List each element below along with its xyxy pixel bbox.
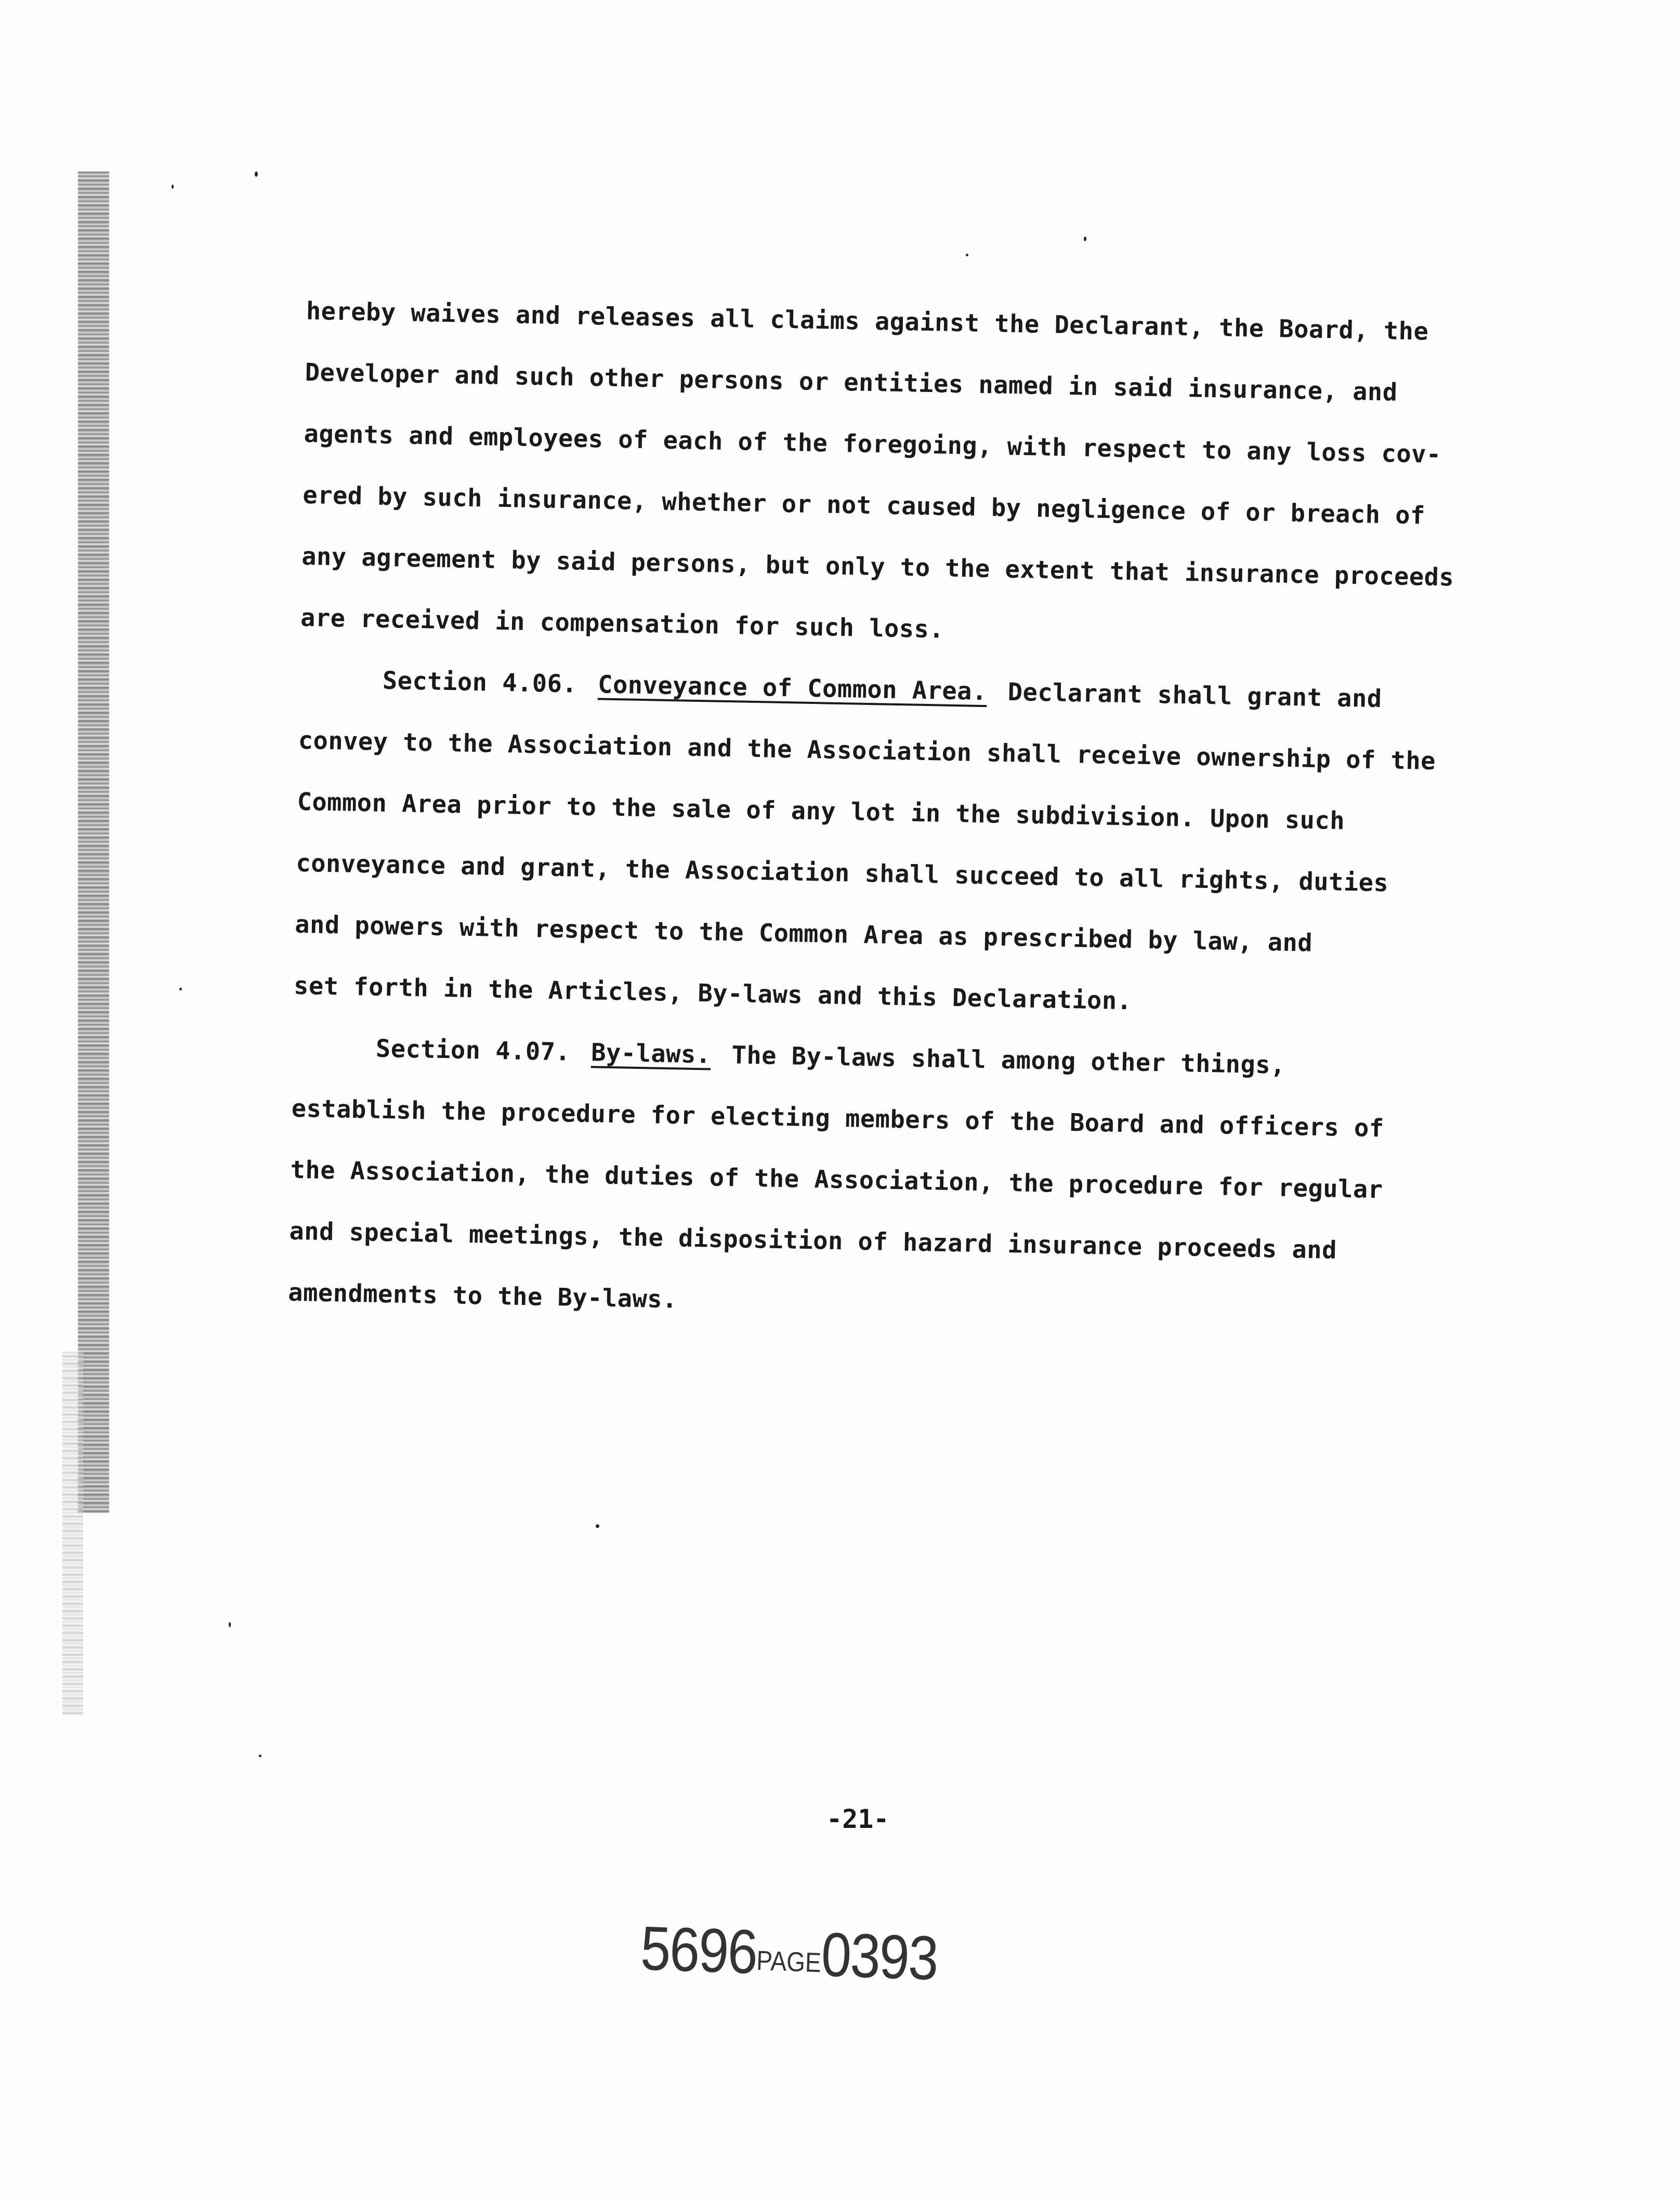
page-number: -21- <box>826 1804 889 1834</box>
body-line: set forth in the Articles, By-laws and this Declaration. <box>293 971 1132 1016</box>
body-line: and powers with respect to the Common Area as prescribed by law, and <box>294 910 1313 958</box>
section-4-06-paragraph <box>293 649 1527 1039</box>
section-heading: Conveyance of Common Area. <box>597 670 988 707</box>
body-text: The By-laws shall among other things, <box>731 1041 1286 1080</box>
body-line: convey to the Association and the Association shall receive ownership of the <box>298 726 1436 776</box>
body-line: Common Area prior to the sale of any lot in the subdivision. Upon such <box>297 787 1345 835</box>
body-line: hereby waives and releases all claims against the Declarant, the Board, the <box>306 296 1429 346</box>
section-4-07-paragraph <box>287 1017 1519 1346</box>
scan-speck <box>1084 237 1086 241</box>
scan-speck <box>966 254 968 256</box>
page-reference: 0393 <box>820 1920 939 1994</box>
scan-speck <box>179 988 182 990</box>
body-line: establish the procedure for electing members of the Board and officers of <box>291 1094 1385 1143</box>
body-text: Declarant shall grant and <box>1007 677 1383 714</box>
scan-speck <box>259 1755 261 1757</box>
scan-speck <box>596 1524 599 1528</box>
continuation-paragraph <box>300 281 1533 671</box>
body-line: and special meetings, the disposition of hazard insurance proceeds and <box>288 1217 1337 1265</box>
body-line: are received in compensation for such loss. <box>300 603 944 644</box>
page-word: PAGE <box>756 1944 822 1978</box>
body-line: amendments to the By-laws. <box>287 1278 678 1314</box>
body-line: Developer and such other persons or entities named in said insurance, and <box>305 358 1398 407</box>
section-number: Section 4.07. <box>375 1034 571 1067</box>
recording-stamp <box>639 1913 939 1995</box>
document-body <box>287 281 1533 1346</box>
body-line: conveyance and grant, the Association shall succeed to all rights, duties <box>295 848 1389 898</box>
book-number: 5696 <box>639 1914 758 1988</box>
scan-binding-edge <box>78 172 109 1513</box>
scan-speck <box>255 172 258 177</box>
body-line: any agreement by said persons, but only to the extent that insurance proceeds <box>301 542 1454 592</box>
body-line: ered by such insurance, whether or not caused by negligence of or breach of <box>302 480 1426 530</box>
body-line: agents and employees of each of the foregoing, with respect to any loss cov- <box>304 419 1442 469</box>
scan-speck <box>229 1622 231 1627</box>
scan-speck <box>172 185 174 189</box>
body-line: the Association, the duties of the Association, the procedure for regular <box>290 1155 1383 1205</box>
section-number: Section 4.06. <box>382 666 578 699</box>
section-heading: By-laws. <box>590 1038 712 1069</box>
scan-binding-edge-lower <box>62 1352 83 1716</box>
